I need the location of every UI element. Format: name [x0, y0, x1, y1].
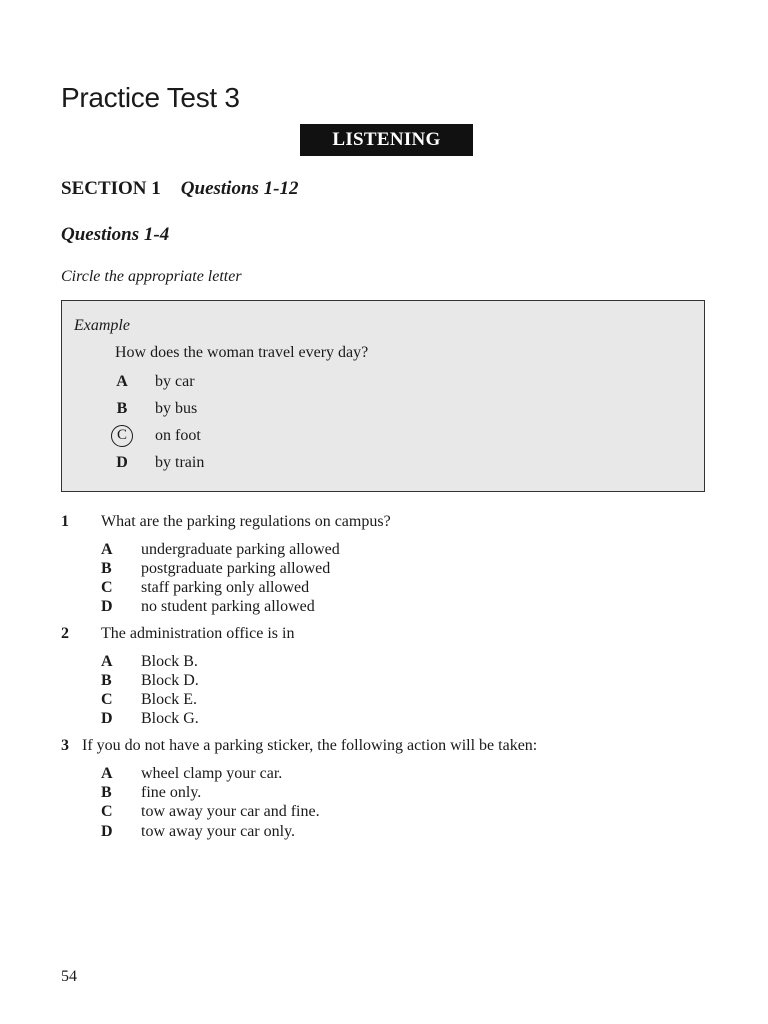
option-text: Block E. [141, 691, 197, 708]
option-text: no student parking allowed [141, 598, 315, 615]
option-text: by train [155, 454, 205, 471]
option-letter: D [101, 598, 113, 615]
page-number: 54 [61, 968, 77, 985]
question-text: The administration office is in [101, 625, 295, 642]
question-number: 1 [61, 513, 69, 530]
option-text: tow away your car only. [141, 823, 296, 840]
example-option-selected [115, 425, 201, 447]
option-letter: C [101, 579, 113, 596]
option-text: on foot [155, 427, 201, 444]
option-text: staff parking only allowed [141, 579, 310, 596]
option-letter: A [116, 373, 128, 390]
subsection-heading: Questions 1-4 [61, 224, 170, 245]
instruction-text: Circle the appropriate letter [61, 268, 242, 285]
section-question-range: Questions 1-12 [180, 178, 299, 199]
option-letter: A [101, 765, 113, 782]
example-option [115, 398, 198, 420]
option-text: Block D. [141, 672, 199, 689]
option-text: by bus [155, 400, 198, 417]
option-letter: B [116, 400, 128, 417]
option-text: Block B. [141, 653, 198, 670]
option-text: postgraduate parking allowed [141, 560, 331, 577]
page-title: Practice Test 3 [61, 82, 240, 113]
option-letter: D [101, 823, 113, 840]
option-text: by car [155, 373, 195, 390]
option-text: wheel clamp your car. [141, 765, 283, 782]
circled-option-letter: C [111, 425, 133, 447]
example-option [115, 452, 205, 474]
option-text: fine only. [141, 784, 202, 801]
listening-banner: LISTENING [300, 124, 473, 156]
option-letter: C [101, 691, 113, 708]
option-letter: B [101, 784, 112, 801]
section-heading [61, 178, 299, 200]
option-letter: D [116, 454, 128, 471]
option-letter: B [101, 672, 112, 689]
option-text: tow away your car and fine. [141, 803, 320, 820]
option-text: Block G. [141, 710, 199, 727]
question-text: If you do not have a parking sticker, the following action will be taken: [82, 737, 538, 754]
question-text: What are the parking regulations on campus? [101, 513, 391, 530]
section-label: SECTION 1 [61, 178, 161, 199]
example-label: Example [74, 317, 130, 334]
question-number: 2 [61, 625, 69, 642]
example-box [61, 300, 705, 492]
option-text: undergraduate parking allowed [141, 541, 340, 558]
example-question: How does the woman travel every day? [115, 344, 369, 361]
option-letter: A [101, 653, 113, 670]
option-letter: A [101, 541, 113, 558]
option-letter: C [101, 803, 113, 820]
question-number: 3 [61, 737, 69, 754]
option-letter: B [101, 560, 112, 577]
option-letter: D [101, 710, 113, 727]
example-option [115, 371, 195, 393]
